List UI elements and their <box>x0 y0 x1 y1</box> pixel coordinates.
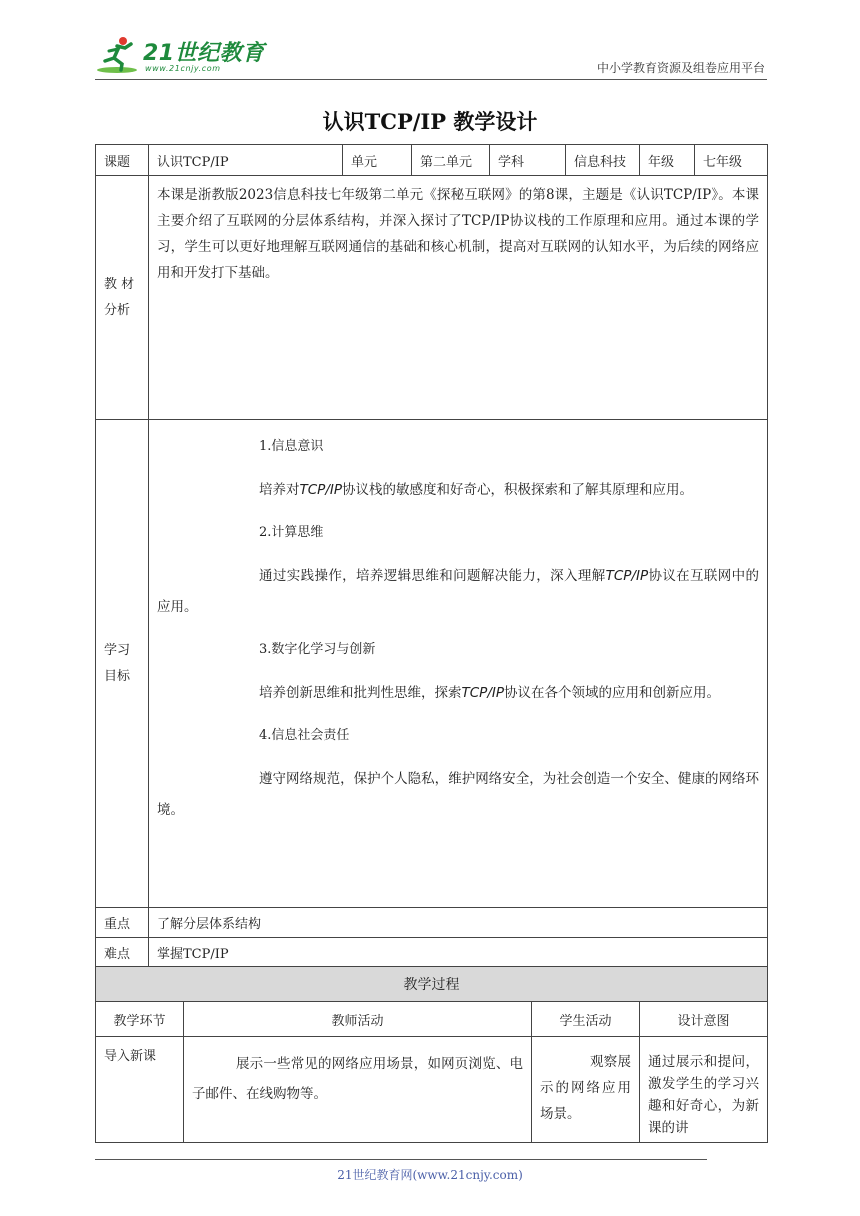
goal-text-part: 培养创新思维和批判性思维，探索 <box>259 685 462 701</box>
topic-value: 认识TCP/IP <box>149 145 343 176</box>
document-title: 认识TCP/IP 教学设计 <box>322 109 538 134</box>
key-point-label: 重点 <box>96 908 149 938</box>
header-divider <box>95 79 767 80</box>
column-header: 学生活动 <box>532 1002 640 1037</box>
goal-text-part: 培养对 <box>259 482 300 498</box>
footer-link[interactable]: 21世纪教育网(www.21cnjy.com) <box>337 1168 523 1182</box>
teaching-process-table <box>95 966 768 1143</box>
goal-text-part: 遵守网络规范，保护个人隐私，维护网络安全，为社会创造一个安全、健康的网络环境。 <box>157 771 759 818</box>
key-point-row <box>96 908 768 938</box>
teacher-activity-text: 展示一些常见的网络应用场景，如网页浏览、电子邮件、在线购物等。 <box>192 1056 523 1102</box>
logo-brand-text: 21世纪教育 <box>143 41 265 66</box>
column-header: 教学环节 <box>96 1002 184 1037</box>
goal-term: TCP/IP <box>605 568 649 584</box>
goal-text <box>157 475 759 506</box>
goal-text-part: 协议栈的敏感度和好奇心，积极探索和了解其原理和应用。 <box>341 482 693 498</box>
goal-text-part: 协议在各个领域的应用和创新应用。 <box>503 685 720 701</box>
goal-text <box>157 678 759 709</box>
unit-label: 单元 <box>343 145 412 176</box>
site-logo[interactable] <box>95 34 265 76</box>
goal-heading: 4.信息社会责任 <box>259 728 350 743</box>
goals-label-line1: 学习 <box>104 642 131 658</box>
goal-heading: 1.信息意识 <box>259 439 324 454</box>
key-point-value: 了解分层体系结构 <box>149 908 768 938</box>
analysis-label-line1: 教 材 <box>104 276 135 292</box>
goal-text-part: 协议在互联网中的应用。 <box>157 568 760 615</box>
info-row <box>96 145 768 176</box>
footer-divider <box>95 1159 707 1160</box>
column-header: 设计意图 <box>640 1002 768 1037</box>
analysis-label-line2: 分析 <box>104 302 131 318</box>
difficulty-row <box>96 938 768 968</box>
difficulty-value: 掌握TCP/IP <box>149 938 768 968</box>
logo-url-text: www.21cnjy.com <box>145 64 221 73</box>
lesson-info-table <box>95 144 768 968</box>
student-activity-text: 观察展示的网络应用场景。 <box>540 1054 631 1122</box>
subject-value: 信息科技 <box>566 145 640 176</box>
goal-text-part: 通过实践操作，培养逻辑思维和问题解决能力，深入理解 <box>259 568 606 584</box>
goal-term: TCP/IP <box>461 685 504 701</box>
goals-label-line2: 目标 <box>104 668 131 684</box>
process-header-row <box>96 967 768 1002</box>
goals-label <box>96 420 149 908</box>
goal-heading: 3.数字化学习与创新 <box>259 642 376 657</box>
goal-text <box>157 764 759 826</box>
page-header <box>95 30 767 80</box>
student-activity-cell <box>532 1037 640 1143</box>
design-intent-text: 通过展示和提问，激发学生的学习兴趣和好奇心，为新课的讲 <box>648 1054 759 1135</box>
column-header: 教师活动 <box>184 1002 532 1037</box>
analysis-content <box>149 176 768 420</box>
running-figure-logo-icon <box>95 34 145 76</box>
topic-label: 课题 <box>96 145 149 176</box>
design-intent-cell <box>640 1037 768 1143</box>
process-columns-row <box>96 1002 768 1037</box>
table-row <box>96 1037 768 1143</box>
goals-row <box>96 420 768 908</box>
stage-cell: 导入新课 <box>96 1037 184 1143</box>
goal-term: TCP/IP <box>299 482 342 498</box>
goals-content <box>149 420 768 908</box>
teacher-activity-cell <box>184 1037 532 1143</box>
unit-value: 第二单元 <box>412 145 490 176</box>
process-header: 教学过程 <box>96 967 768 1002</box>
header-tagline: 中小学教育资源及组卷应用平台 <box>596 61 765 75</box>
subject-label: 学科 <box>490 145 566 176</box>
grade-value: 七年级 <box>695 145 768 176</box>
goal-heading: 2.计算思维 <box>259 525 324 540</box>
goal-text <box>157 561 759 623</box>
analysis-label <box>96 176 149 420</box>
analysis-row <box>96 176 768 420</box>
analysis-text: 本课是浙教版2023信息科技七年级第二单元《探秘互联网》的第8课，主题是《认识TCP/IP》。本课主要介绍了互联网的分层体系结构，并深入探讨了TCP/IP协议栈的工作原理和应用。通过本课的学习，学生可以更好地理解互联网通信的基础和核心机制，提高对互联网的认知水平，为后续的网络应用和开发打下基础。 <box>157 187 759 281</box>
difficulty-label: 难点 <box>96 938 149 968</box>
grade-label: 年级 <box>640 145 695 176</box>
